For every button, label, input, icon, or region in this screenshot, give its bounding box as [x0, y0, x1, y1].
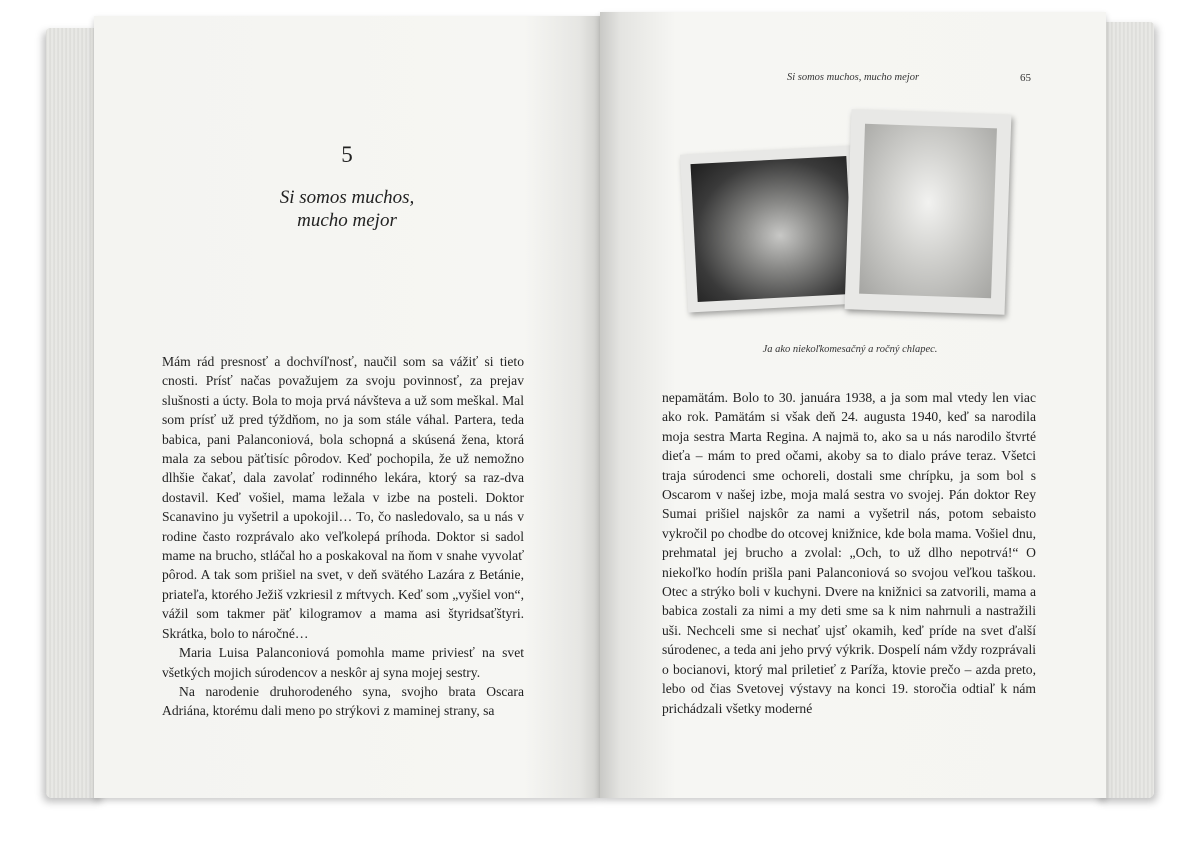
- chapter-title: [94, 186, 600, 232]
- page-number: 65: [1020, 72, 1031, 84]
- chapter-title-line-1: Si somos muchos,: [279, 187, 415, 208]
- chapter-number: 5: [341, 142, 353, 167]
- left-page: [94, 16, 600, 798]
- paragraph: Mám rád presnosť a dochvíľnosť, naučil som sa vážiť si tieto cnosti. Prísť načas považujem za svoju povinnosť, za prejav slušnosti a úcty. Bola to moja prvá návšteva a už som meškal. Mal som prísť už pred týždňom, no ja som stále váhal. Partera, teda babica, pani Palanconiová, bola schopná a skúsená žena, ktorá mala za sebou päťtisíc pôrodov. Keď pochopila, že už nemožno dlhšie čakať, dala zavolať rodinného lekára, ktorý sa raz-dva dostavil. Keď vošiel, mama ležala v izbe na posteli. Doktor Scanavino ju vyšetril a upokojil… To, čo nasledovalo, sa u nás v rodine často rozprávalo ako veľkolepá príhoda. Doktor si sadol mame na brucho, stláčal ho a poskakoval na ňom v snahe vyvolať pôrod. A tak som prišiel na svet, v deň svätého Lazára z Betánie, priateľa, ktorého Ježiš vzkriesil z mŕtvych. Keď som „vyšiel von“, vážil som takmer päť kilogramov a mama asi štyridsaťštyri. Skrátka, bolo to náročné…: [162, 354, 524, 641]
- paragraph: Maria Luisa Palanconiová pomohla mame priviesť na svet všetkých mojich súrodencov a neskôr aj syna mojej sestry.: [162, 645, 524, 680]
- paragraph: Na narodenie druhorodeného syna, svojho brata Oscara Adriána, ktorému dali meno po strýkovi z maminej strany, sa: [162, 683, 524, 719]
- toddler-photo-image: [859, 124, 997, 299]
- right-page-body: [662, 388, 1036, 718]
- paragraph: nepamätám. Bolo to 30. januára 1938, a ja som mal vtedy len viac ako rok. Pamätám si však deň 24. augusta 1940, keď sa narodila moja sestra Marta Regina. A najmä to, ako sa u nás narodilo štvrté dieťa – mám to pred očami, akoby sa to dialo práve teraz. Všetci traja súrodenci sme ochoreli, dostali sme chrípku, ja som bol s Oscarom v našej izbe, moja malá sestra vo svojej. Pán doktor Rey Sumai prišiel najskôr za nami a vyšetril nás, potom sebaisto vykročil po chodbe do otcovej knižnice, kde bola mama. Vošiel dnu, prehmatal jej brucho a zvolal: „Och, to už dlho nepotrvá!“ O niekoľko hodín prišla pani Palanconiová so svojou veľkou taškou. Otec a strýko boli v kuchyni. Dvere na knižnici sa zatvorili, mama a babica zostali za nimi a my deti sme sa k nim nahrnuli a nastražili uši. Nechceli sme si nechať ujsť okamih, keď príde na svet ďalší súrodenec, a teda ani jeho prvý výkrik. Dospelí nám vždy rozprávali o bocianovi, ktorý mal priletieť z Paríža, ktovie prečo – azda preto, lebo od čias Svetovej výstavy na konci 19. storočia odtiaľ k nám prichádzali všetky moderné: [662, 390, 1036, 716]
- baby-photo-image: [690, 156, 853, 302]
- right-page: [600, 12, 1106, 798]
- left-page-body: [162, 352, 524, 721]
- open-book: [46, 8, 1154, 808]
- photo-caption: Ja ako niekoľkomesačný a ročný chlapec.: [762, 344, 938, 355]
- baby-photo: [680, 146, 864, 313]
- chapter-title-line-2: mucho mejor: [297, 210, 397, 231]
- running-head: Si somos muchos, mucho mejor: [786, 72, 920, 83]
- toddler-photo: [845, 109, 1012, 314]
